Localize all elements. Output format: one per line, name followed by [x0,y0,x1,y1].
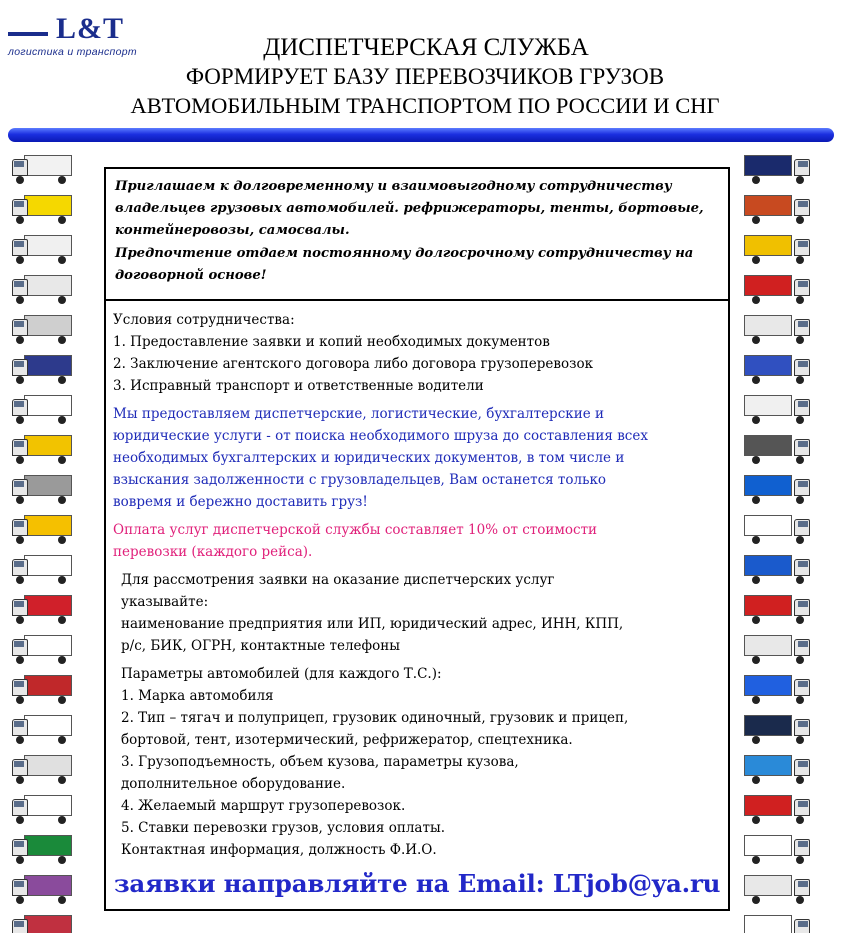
request-line: указывайте: [121,594,209,610]
header-divider-bar [8,128,834,142]
params-line: Контактная информация, должность Ф.И.О. [121,842,437,858]
truck-image [736,192,816,225]
truck-image [6,792,86,825]
page-subtitle-line2: АВТОМОБИЛЬНЫМ ТРАНСПОРТОМ ПО РОССИИ И СНГ [130,93,720,118]
truck-image [736,512,816,545]
truck-image [736,832,816,865]
request-line: Для рассмотрения заявки на оказание диспетчерских услуг [121,572,555,588]
truck-image [6,472,86,505]
params-line: 5. Ставки перевозки грузов, условия оплаты. [121,820,445,836]
truck-image [736,592,816,625]
truck-image [736,432,816,465]
info-panel [104,167,730,911]
truck-image [6,712,86,745]
truck-image [736,712,816,745]
truck-image [6,272,86,305]
request-line: р/с, БИК, ОГРН, контактные телефоны [121,638,400,654]
truck-image [736,912,816,933]
truck-image [736,352,816,385]
services-line: Мы предоставляем диспетчерские, логистические, бухгалтерские и [113,406,604,422]
truck-image [6,552,86,585]
params-line: 2. Тип – тягач и полуприцеп, грузовик одиночный, грузовик и прицеп, [121,710,629,726]
condition-item: 2. Заключение агентского договора либо договора грузоперевозок [113,356,594,372]
fee-line: перевозки (каждого рейса). [113,544,313,560]
truck-image [736,392,816,425]
params-line: бортовой, тент, изотермический, рефрижератор, спецтехника. [121,732,573,748]
truck-image [6,912,86,933]
truck-image [736,232,816,265]
request-line: наименование предприятия или ИП, юридический адрес, ИНН, КПП, [121,616,624,632]
truck-image [6,312,86,345]
invitation-block [106,169,728,301]
truck-image [736,672,816,705]
condition-item: 1. Предоставление заявки и копий необходимых документов [113,334,550,350]
truck-image [6,192,86,225]
params-line: Параметры автомобилей (для каждого Т.С.): [121,666,442,682]
truck-image [6,432,86,465]
truck-image [736,792,816,825]
invitation-text: Приглашаем к долговременному и взаимовыгодному сотрудничеству владельцев грузовых автомобилей. рефрижераторы, тенты, бортовые, контейнеровозы, самосвалы. [115,179,704,238]
truck-image [6,832,86,865]
truck-image [6,872,86,905]
truck-image [736,152,816,185]
details-block [113,309,725,861]
logo-subtitle: логистика и транспорт [8,46,137,58]
truck-image [6,152,86,185]
email-call-to-action[interactable]: заявки направляйте на Email: LTjob@ya.ru [114,869,721,898]
truck-images-left [6,152,86,933]
params-line: 4. Желаемый маршрут грузоперевозок. [121,798,406,814]
truck-image [736,312,816,345]
fee-line: Оплата услуг диспетчерской службы составляет 10% от стоимости [113,522,598,538]
preference-text: Предпочтение отдаем постоянному долгосрочному сотрудничеству на договорной основе! [115,246,694,283]
conditions-title: Условия сотрудничества: [113,312,295,328]
truck-image [6,352,86,385]
truck-image [736,632,816,665]
truck-image [6,232,86,265]
truck-image [736,472,816,505]
page-subtitle-line1: ФОРМИРУЕТ БАЗУ ПЕРЕВОЗЧИКОВ ГРУЗОВ [185,64,665,89]
truck-image [6,592,86,625]
truck-image [736,752,816,785]
truck-images-right [736,152,816,933]
services-line: вовремя и бережно доставить груз! [113,494,368,510]
truck-image [6,672,86,705]
page-title: ДИСПЕТЧЕРСКАЯ СЛУЖБА [263,34,589,61]
condition-item: 3. Исправный транспорт и ответственные водители [113,378,484,394]
truck-image [6,752,86,785]
services-line: юридические услуги - от поиска необходимого шруза до составления всех [113,428,648,444]
services-line: взыскания задолженности с грузовладельцев, Вам останется только [113,472,607,488]
truck-image [736,552,816,585]
params-line: дополнительное оборудование. [121,776,346,792]
truck-image [6,392,86,425]
params-line: 3. Грузоподъемность, объем кузова, параметры кузова, [121,754,519,770]
truck-image [736,272,816,305]
truck-image [6,512,86,545]
services-line: необходимых бухгалтерских и юридических документов, в том числе и [113,450,625,466]
params-line: 1. Марка автомобиля [121,688,274,704]
logo-mark: L&T [56,12,125,45]
truck-image [736,872,816,905]
truck-image [6,632,86,665]
